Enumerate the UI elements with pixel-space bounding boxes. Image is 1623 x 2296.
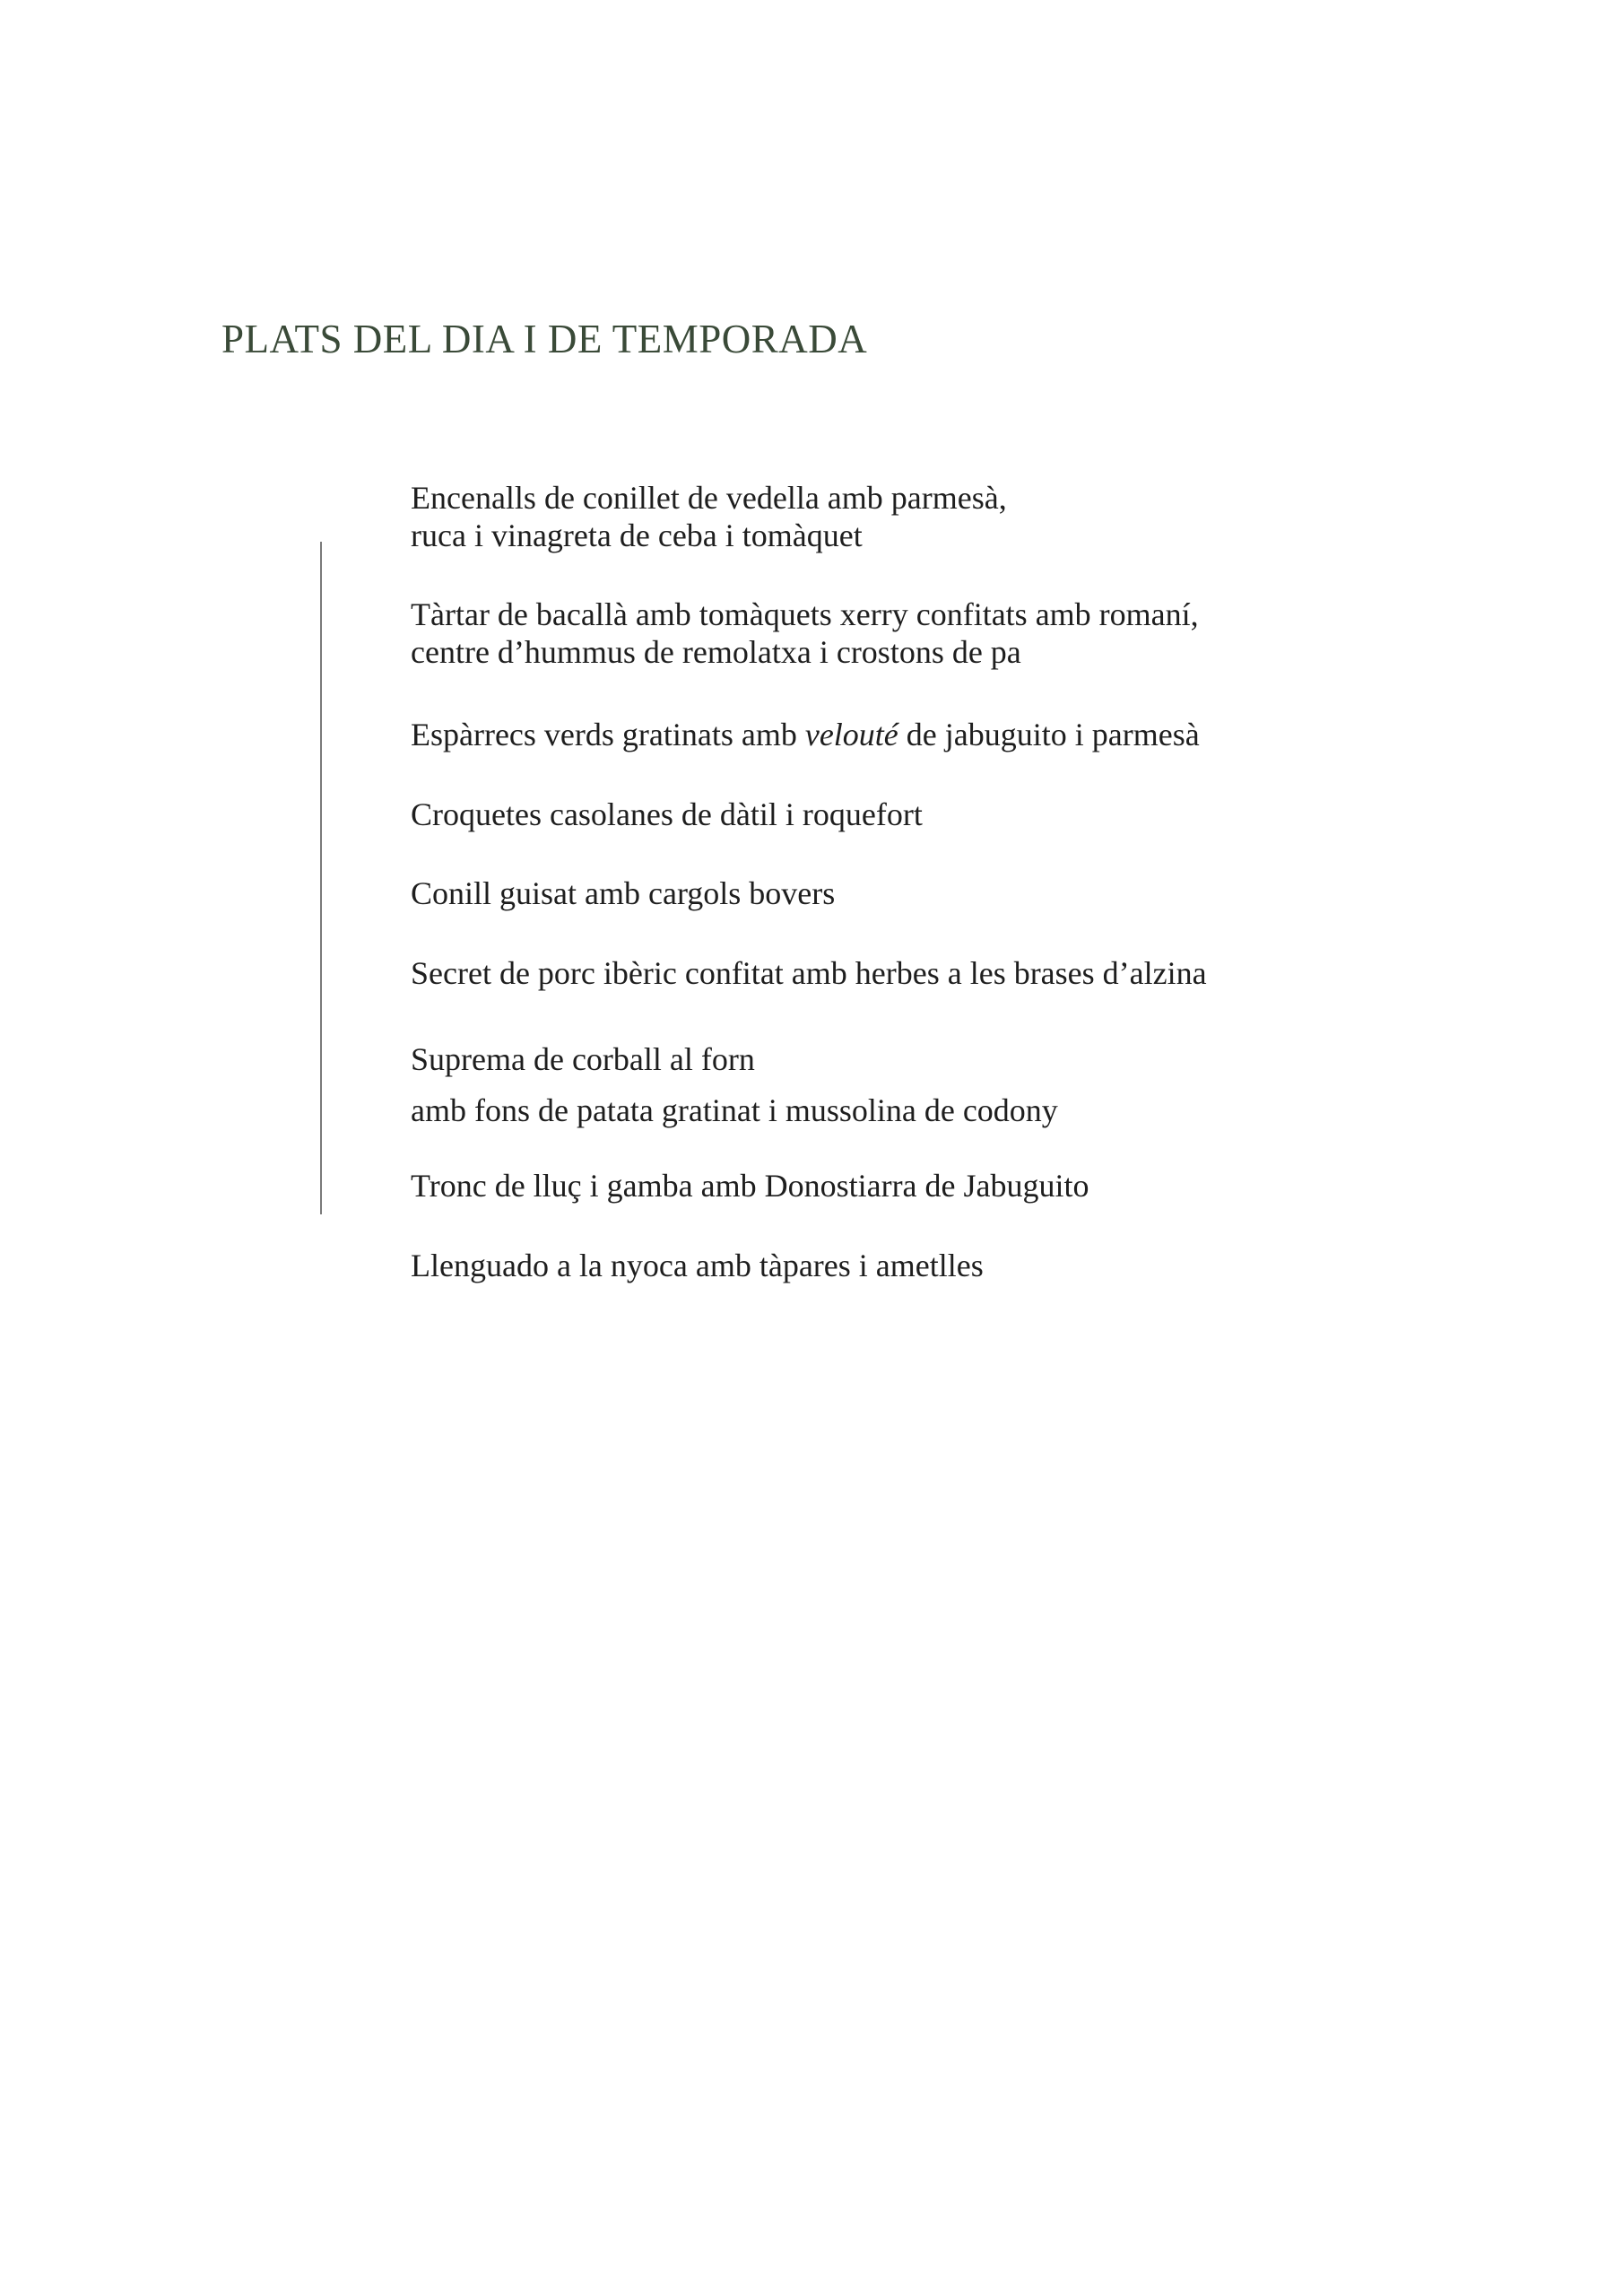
menu-item (411, 874, 835, 912)
menu-item-line (411, 716, 1200, 753)
menu-item-emphasis: velouté (804, 717, 898, 752)
menu-item (411, 1034, 1058, 1136)
menu-item (411, 1167, 1089, 1205)
menu-item-line: amb fons de patata gratinat i mussolina de codony (411, 1092, 1058, 1128)
page-title: PLATS DEL DIA I DE TEMPORADA (221, 317, 868, 361)
menu-item-line: Croquetes casolanes de dàtil i roquefort (411, 796, 923, 832)
menu-item (411, 716, 1200, 753)
menu-item-line: Conill guisat amb cargols bovers (411, 875, 836, 911)
menu-item-text: de jabuguito i parmesà (898, 717, 1200, 752)
menu-item (411, 1247, 984, 1284)
menu-item-line: centre d’hummus de remolatxa i crostons de pa (411, 634, 1021, 670)
menu-item-line: Llenguado a la nyoca amb tàpares i ametlles (411, 1248, 984, 1283)
menu-item (411, 596, 1199, 671)
menu-item-line: Encenalls de conillet de vedella amb parmesà, (411, 480, 1007, 516)
menu-item-line: ruca i vinagreta de ceba i tomàquet (411, 517, 863, 553)
menu-item (411, 796, 923, 833)
menu-item-line: Tàrtar de bacallà amb tomàquets xerry confitats amb romaní, (411, 596, 1199, 632)
vertical-divider (320, 542, 322, 1214)
menu-item (411, 954, 1207, 992)
menu-item-line: Tronc de lluç i gamba amb Donostiarra de Jabuguito (411, 1168, 1089, 1204)
menu-item-line: Secret de porc ibèric confitat amb herbes a les brases d’alzina (411, 955, 1207, 991)
menu-item-text: Espàrrecs verds gratinats amb (411, 717, 805, 752)
menu-item (411, 479, 1007, 554)
menu-item-line: Suprema de corball al forn (411, 1041, 755, 1077)
